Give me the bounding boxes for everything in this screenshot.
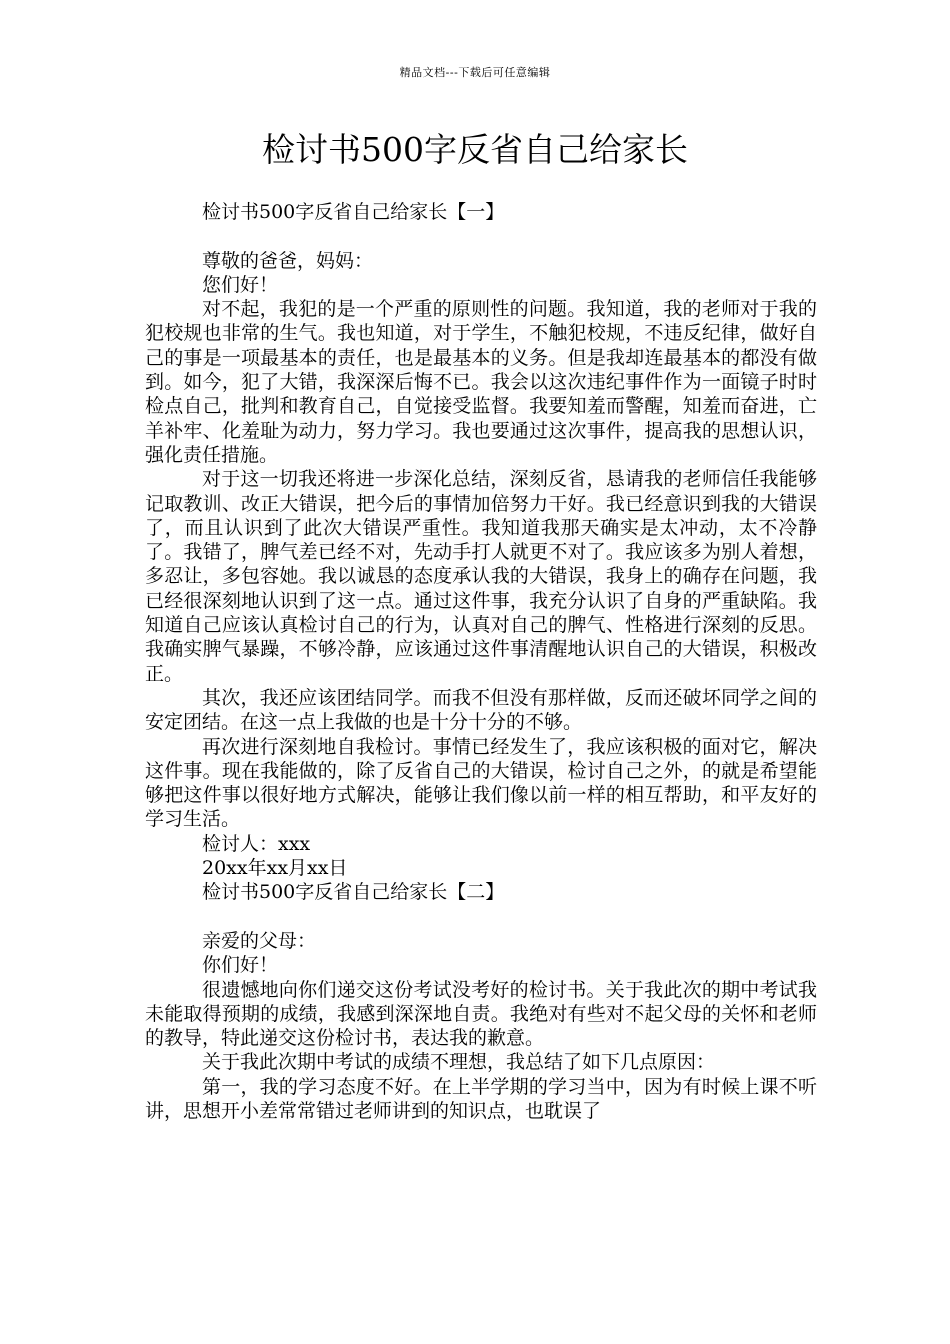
paragraph: 对于这一切我还将进一步深化总结，深刻反省，恳请我的老师信任我能够记取教训、改正大错误，把今后的事情加倍努力干好。我已经意识到我的大错误了，而且认识到了此次大错误严重性。我知道我那天确实是太冲动，太不冷静了。我错了，脾气差已经不对，先动手打人就更不对了。我应该多为别人着想，多忍让，多包容她。我以诚恳的态度承认我的大错误，我身上的确存在问题，我已经很深刻地认识到了这一点。通过这件事，我充分认识了自身的严重缺陷。我知道自己应该认真检讨自己的行为，认真对自己的脾气、性格进行深刻的反思。我确实脾气暴躁，不够冷静，应该通过这件事清醒地认识自己的大错误，积极改正。 — [145, 468, 817, 685]
paragraph: 对不起，我犯的是一个严重的原则性的问题。我知道，我的老师对于我的犯校规也非常的生气。我也知道，对于学生，不触犯校规，不违反纪律，做好自己的事是一项最基本的责任，也是最基本的义务。但是我却连最基本的都没有做到。如今，犯了大错，我深深后悔不已。我会以这次违纪事件作为一面镜子时时检点自己，批判和教育自己，自觉接受监督。我要知羞而警醒，知羞而奋进，亡羊补牢、化羞耻为动力，努力学习。我也要通过这次事件，提高我的思想认识，强化责任措施。 — [145, 298, 817, 466]
paragraph: 很遗憾地向你们递交这份考试没考好的检讨书。关于我此次的期中考试我未能取得预期的成绩，我感到深深地自责。我绝对有些对不起父母的关怀和老师的教导，特此递交这份检讨书，表达我的歉意。 — [145, 978, 817, 1050]
date: 20xx年xx月xx日 — [202, 857, 348, 880]
paragraph: 再次进行深刻地自我检讨。事情已经发生了，我应该积极的面对它，解决这件事。现在我能做的，除了反省自己的大错误，检讨自己之外，的就是希望能够把这件事以很好地方式解决，能够让我们像以前一样的相互帮助，和平友好的学习生活。 — [145, 735, 817, 831]
section-heading-2: 检讨书500字反省自己给家长【二】 — [202, 881, 505, 904]
blank-line — [145, 905, 817, 929]
greeting-2: 你们好！ — [202, 954, 279, 977]
paragraph: 关于我此次期中考试的成绩不理想，我总结了如下几点原因： — [202, 1051, 716, 1074]
header-note: 精品文档---下载后可任意编辑 — [399, 66, 551, 79]
salutation-1: 尊敬的爸爸，妈妈： — [202, 249, 374, 272]
blank-line — [145, 224, 817, 248]
document-title: 检讨书500字反省自己给家长 — [262, 130, 688, 169]
signature: 检讨人：xxx — [202, 832, 311, 855]
section-heading-1: 检讨书500字反省自己给家长【一】 — [202, 201, 505, 223]
paragraph: 其次，我还应该团结同学。而我不但没有那样做，反而还破坏同学之间的安定团结。在这一点上我做的也是十分十分的不够。 — [145, 686, 817, 734]
paragraph: 第一，我的学习态度不好。在上半学期的学习当中，因为有时候上课不听讲，思想开小差常常错过老师讲到的知识点，也耽误了 — [145, 1075, 817, 1122]
salutation-2: 亲爱的父母： — [202, 929, 317, 952]
greeting-1: 您们好！ — [202, 273, 279, 296]
document-body — [145, 200, 817, 1123]
